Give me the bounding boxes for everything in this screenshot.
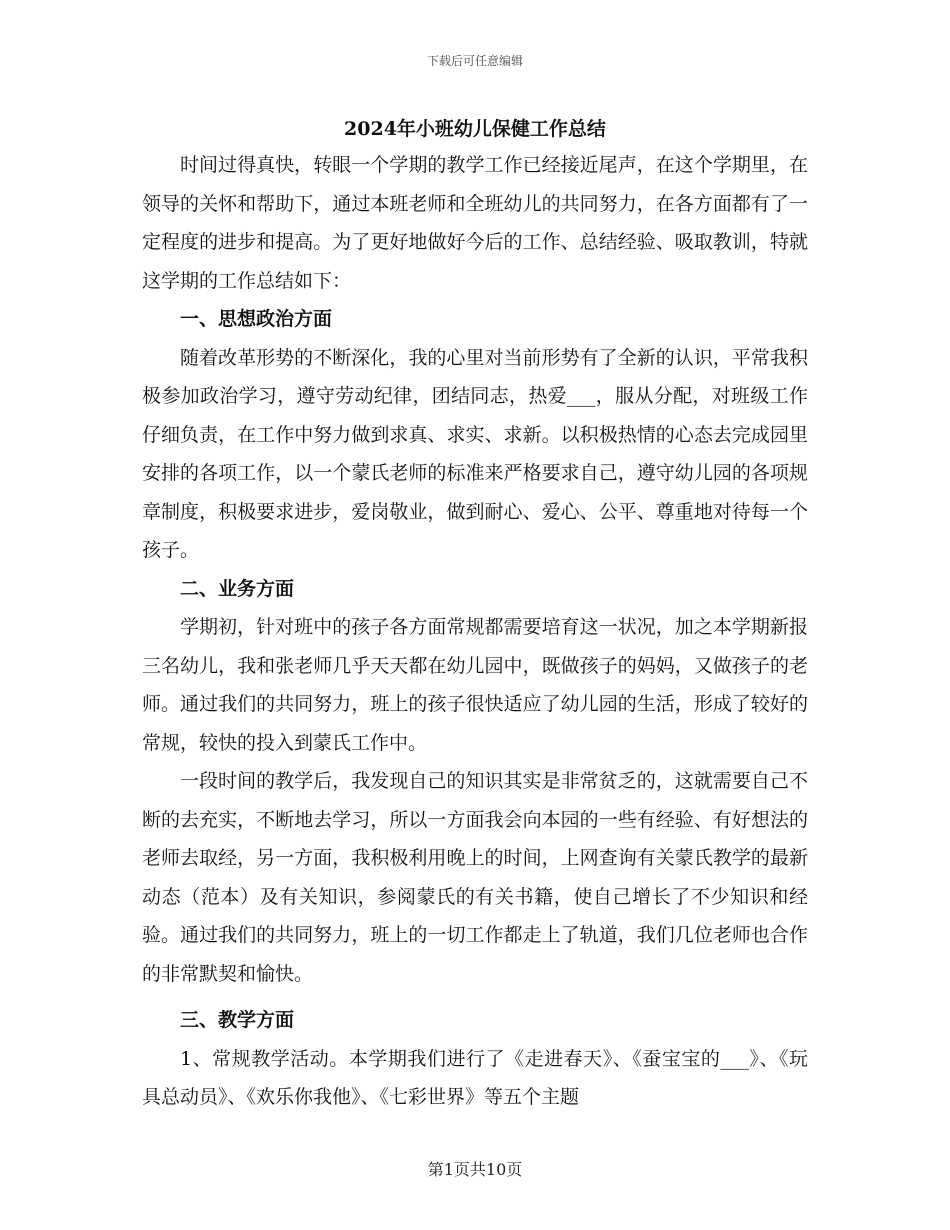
document-title: 2024年小班幼儿保健工作总结	[344, 118, 606, 140]
teaching-paragraph-1: 1、常规教学活动。本学期我们进行了《走进春天》、《蚕宝宝的___》、《玩具总动员》、《欢乐你我他》、《七彩世界》等五个主题	[142, 1047, 808, 1108]
intro-paragraph: 时间过得真快，转眼一个学期的教学工作已经接近尾声，在这个学期里，在领导的关怀和帮助下，通过本班老师和全班幼儿的共同努力，在各方面都有了一定程度的进步和提高。为了更好地做好今后的工作、总结经验、吸取教训，特就这学期的工作总结如下：	[142, 154, 808, 292]
header-note: 下载后可任意编辑	[426, 54, 523, 68]
page-footer: 第1页共10页	[427, 1160, 523, 1179]
section-heading-business: 二、业务方面	[180, 577, 295, 600]
politics-paragraph: 随着改革形势的不断深化，我的心里对当前形势有了全新的认识，平常我积极参加政治学习，遵守劳动纪律，团结同志，热爱___，服从分配，对班级工作仔细负责，在工作中努力做到求真、求实、求新。以积极热情的心态去完成园里安排的各项工作，以一个蒙氏老师的标准来严格要求自己，遵守幼儿园的各项规章制度，积极要求进步，爱岗敬业，做到耐心、爱心、公平、尊重地对待每一个孩子。	[142, 346, 808, 561]
section-heading-politics: 一、思想政治方面	[180, 308, 333, 330]
business-paragraph-1: 学期初，针对班中的孩子各方面常规都需要培育这一状况，加之本学期新报三名幼儿，我和张老师几乎天天都在幼儿园中，既做孩子的妈妈，又做孩子的老师。通过我们的共同努力，班上的孩子很快适应了幼儿园的生活，形成了较好的常规，较快的投入到蒙氏工作中。	[142, 616, 808, 754]
document-body	[142, 112, 808, 1117]
section-heading-teaching: 三、教学方面	[180, 1009, 295, 1031]
business-paragraph-2: 一段时间的教学后，我发现自己的知识其实是非常贫乏的，这就需要自己不断的去充实，不断地去学习，所以一方面我会向本园的一些有经验、有好想法的老师去取经，另一方面，我积极利用晚上的时间，上网查询有关蒙氏教学的最新动态（范本）及有关知识，参阅蒙氏的有关书籍，使自己增长了不少知识和经验。通过我们的共同努力，班上的一切工作都走上了轨道，我们几位老师也合作的非常默契和愉快。	[142, 770, 808, 985]
